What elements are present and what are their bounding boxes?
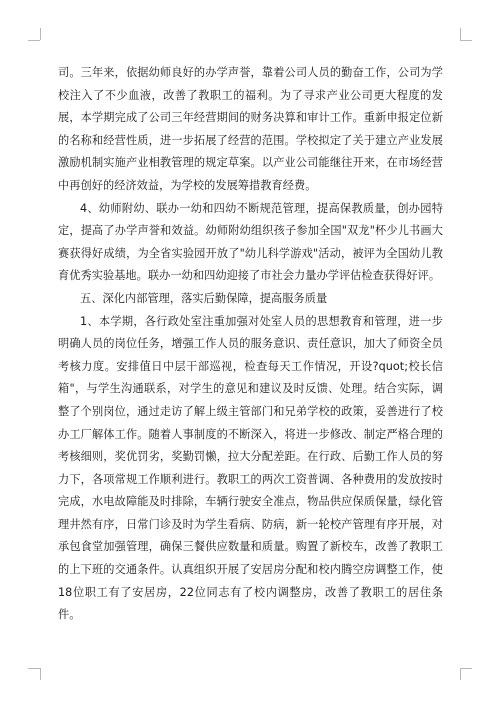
crop-mark-top-left-h xyxy=(28,40,40,41)
document-body xyxy=(58,62,443,627)
crop-mark-top-right-v xyxy=(460,28,461,40)
crop-mark-top-right-h xyxy=(460,40,472,41)
section-heading-internal-management: 五、深化内部管理，落实后勤保障，提高服务质量 xyxy=(80,291,328,305)
crop-mark-top-left-v xyxy=(40,28,41,40)
crop-mark-bottom-right-h xyxy=(460,668,472,669)
paragraph-industry-company: 司。三年来，依据幼师良好的办学声誉，靠着公司人员的勤奋工作，公司为学校注入了不少血液，改善了教职工的福利。为了寻求产业公司更大程度的发展，本学期完成了公司三年经营期间的财务决算和审计工作。重新申报定位新的名称和经营性质，进一步拓展了经营的范围。学校拟定了关于建立产业发展激励机制实施产业相教管理的规定草案。以产业公司能继往开来，在市场经营中再创好的经济效益，为学校的发展筹措教育经费。 xyxy=(58,66,443,192)
paragraph-administration: 1、本学期，各行政处室注重加强对处室人员的思想教育和管理，进一步明确人员的岗位任务，增强工作人员的服务意识、责任意识，加大了师资全员考核力度。安排值日中层干部巡视，检查每天工作情况，开设?quot;校长信箱"，与学生沟通联系，对学生的意见和建议及时反馈、处理。结合实际，调整了个别岗位，通过走访了解上级主管部门和兄弟学校的政策，妥善进行了校办工厂解体工作。随着人事制度的不断深入，将进一步修改、制定严格合理的考核细则，奖优罚劣，奖勤罚懒，拉大分配差距。在行政、后勤工作人员的努力下，各项常规工作顺利进行。教职工的两次工资普调、各种费用的发放按时完成，水电故障能及时排除，车辆行驶安全准点，物品供应保质保量，绿化管理井然有序，日常门诊及时为学生看病、防病，新一轮校产管理有序开展，对承包食堂加强管理，确保三餐供应数量和质量。购置了新校车，改善了教职工的上下班的交通条件。认真组织开展了安居房分配和校内腾空房调整工作，使18位职工有了安居房，22位同志有了校内调整房，改善了教职工的居住条件。 xyxy=(58,314,443,622)
crop-mark-bottom-left-h xyxy=(28,668,40,669)
crop-mark-bottom-left-v xyxy=(40,668,41,680)
paragraph-kindergartens: 4、幼师附幼、联办一幼和四幼不断规范管理，提高保教质量，创办园特定，提高了办学声誉和效益。幼师附幼组织孩子参加全国"双龙"杯少儿书画大赛获得好成绩，为全省实验园开放了"幼儿科学游戏"活动，被评为全国幼儿教育优秀实验基地。联办一幼和四幼迎接了市社会力量办学评估检查获得好评。 xyxy=(58,201,443,283)
crop-mark-bottom-right-v xyxy=(460,668,461,680)
